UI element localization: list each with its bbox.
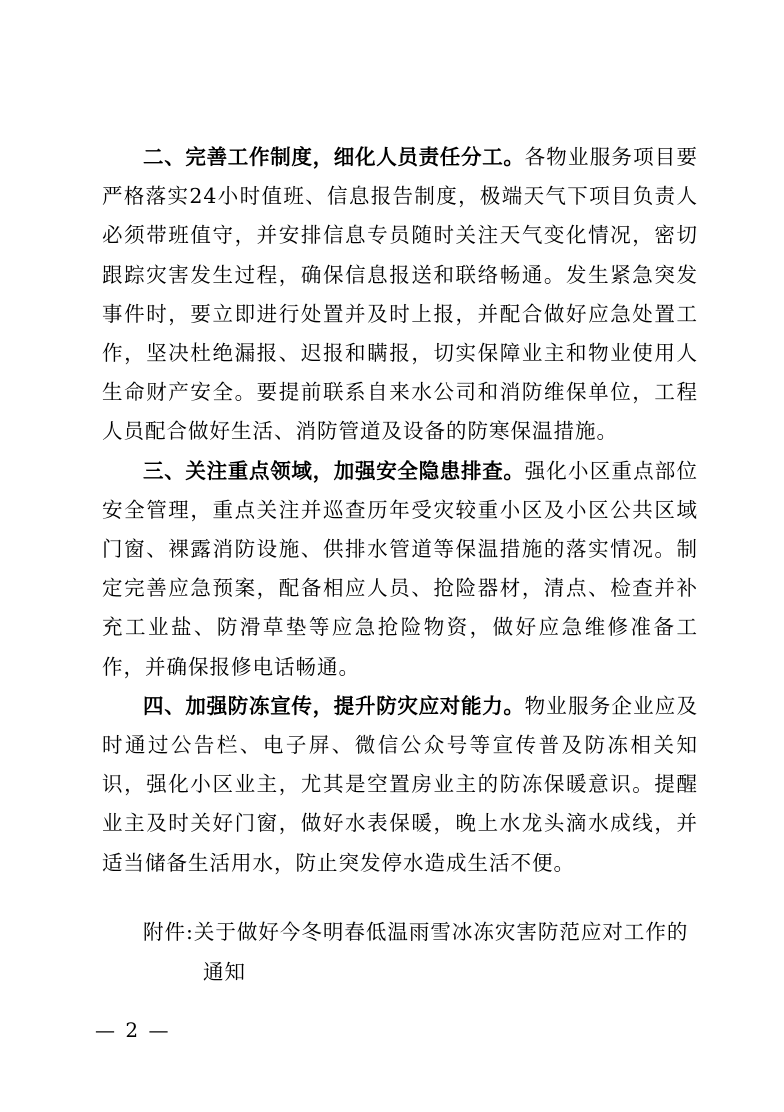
section-4-body: 物业服务企业应及时通过公告栏、电子屏、微信公众号等宣传普及防冻相关知识，强化小区业主，尤其是空置房业主的防冻保暖意识。提醒业主及时关好门窗，做好水表保暖，晚上水龙头滴水成线，并适当储备生活用水，防止突发停水造成生活不便。 xyxy=(102,693,699,875)
page-number: — 2 — xyxy=(95,1018,171,1042)
section-3-paragraph xyxy=(102,452,698,687)
attachment-label: 附件: xyxy=(143,920,194,944)
section-4-heading: 四、加强防冻宣传，提升防灾应对能力。 xyxy=(143,693,525,718)
section-4-paragraph xyxy=(102,687,698,883)
section-2-paragraph xyxy=(102,138,698,452)
section-2-body: 各物业服务项目要严格落实24小时值班、信息报告制度，极端天气下项目负责人必须带班值守，并安排信息专员随时关注天气变化情况，密切跟踪灾害发生过程，确保信息报送和联络畅通。发生紧急突发事件时，要立即进行处置并及时上报，并配合做好应急处置工作，坚决杜绝漏报、迟报和瞒报，切实保障业主和物业使用人生命财产安全。要提前联系自来水公司和消防维保单位，工程人员配合做好生活、消防管道及设备的防寒保温措施。 xyxy=(102,145,699,444)
attachment-note xyxy=(143,912,703,992)
section-3-heading: 三、关注重点领域，加强安全隐患排查。 xyxy=(143,458,525,483)
section-2-heading: 二、完善工作制度，细化人员责任分工。 xyxy=(143,145,525,169)
attachment-title-line2: 通知 xyxy=(203,960,246,984)
attachment-title-line1: 关于做好今冬明春低温雨雪冰冻灾害防范应对工作的 xyxy=(193,920,689,944)
section-3-body: 强化小区重点部位安全管理，重点关注并巡查历年受灾较重小区及小区公共区域门窗、裸露消防设施、供排水管道等保温措施的落实情况。制定完善应急预案，配备相应人员、抢险器材，清点、检查并补充工业盐、防滑草垫等应急抢险物资，做好应急维修准备工作，并确保报修电话畅通。 xyxy=(102,458,699,679)
document-body xyxy=(102,138,698,883)
